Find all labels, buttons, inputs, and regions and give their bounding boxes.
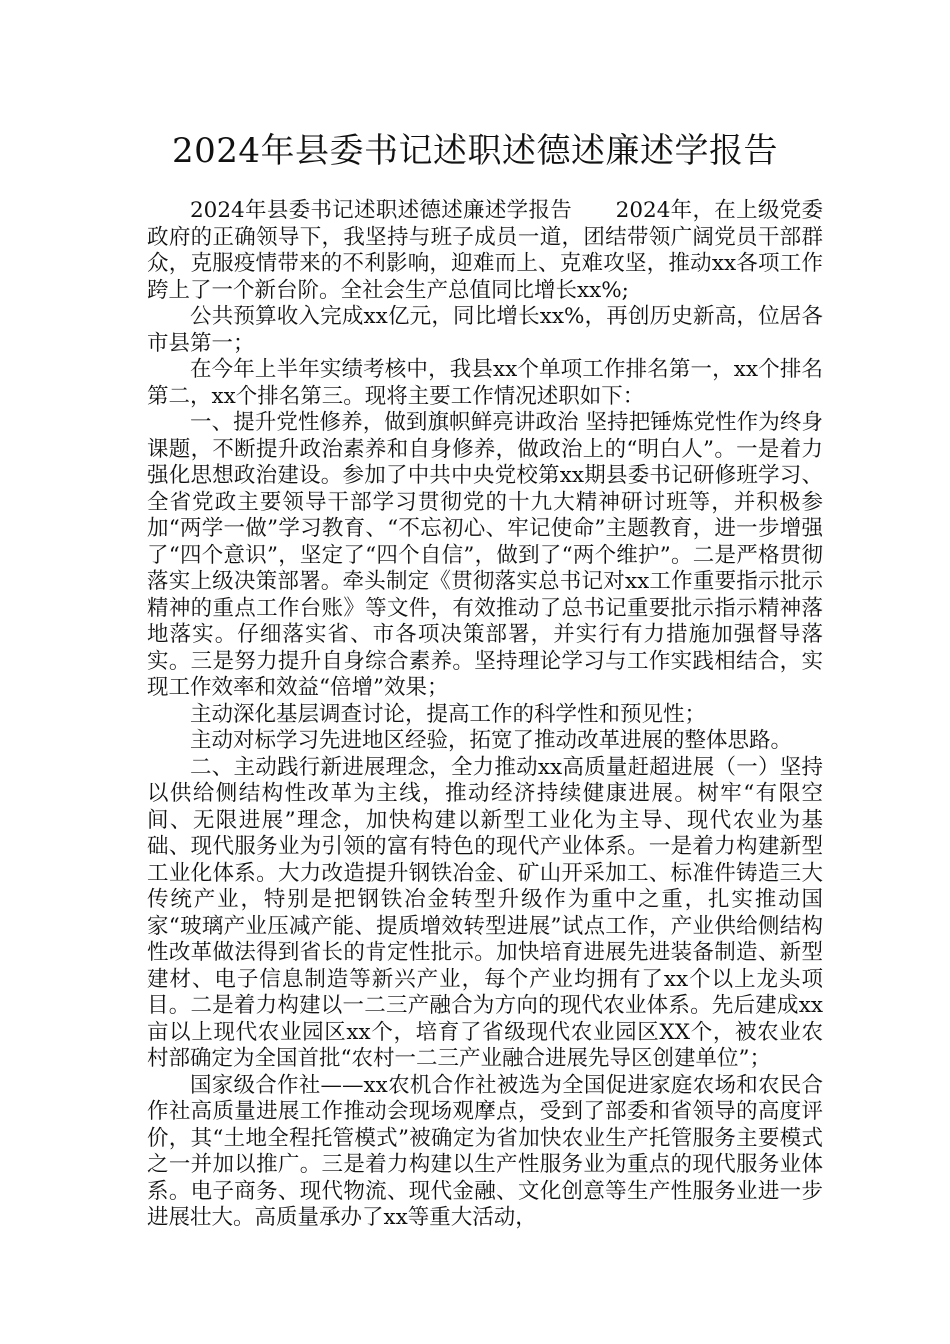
document-body	[147, 198, 823, 1232]
paragraph-benchmark: 主动对标学习先进地区经验，拓宽了推动改革进展的整体思路。	[190, 728, 793, 753]
paragraph-budget: 公共预算收入完成xx亿元，同比增长xx%，再创历史新高，位居各市县第一；	[147, 304, 823, 356]
paragraph-section-one: 一、提升党性修养，做到旗帜鲜亮讲政治 坚持把锤炼党性作为终身课题，不断提升政治素养和自身修养，做政治上的“明白人”。一是着力强化思想政治建设。参加了中共中央党校第xx期县委书记研修班学习、全省党政主要领导干部学习贯彻党的十九大精神研讨班等，并积极参加“两学一做”学习教育、“不忘初心、牢记使命”主题教育，进一步增强了“四个意识”，坚定了“四个自信”，做到了“两个维护”。二是严格贯彻落实上级决策部署。牵头制定《贯彻落实总书记对xx工作重要指示批示精神的重点工作台账》等文件，有效推动了总书记重要批示指示精神落地落实。仔细落实省、市各项决策部署，并实行有力措施加强督导落实。三是努力提升自身综合素养。坚持理论学习与工作实践相结合，实现工作效率和效益“倍增”效果；	[147, 410, 823, 700]
document-title: 2024年县委书记述职述德述廉述学报告	[171, 131, 779, 171]
paragraph-intro: 2024年县委书记述职述德述廉述学报告 2024年，在上级党委政府的正确领导下，我坚持与班子成员一道，团结带领广阔党员干部群众，克服疫情带来的不利影响，迎难而上、克难攻坚，推动xx各项工作跨上了一个新台阶。全社会生产总值同比增长xx%;	[147, 198, 823, 303]
paragraph-section-two: 二、主动践行新进展理念，全力推动xx高质量赶超进展（一）坚持以供给侧结构性改革为主线，推动经济持续健康进展。树牢“有限空间、无限进展”理念，加快构建以新型工业化为主导、现代农业为基础、现代服务业为引领的富有特色的现代产业体系。一是着力构建新型工业化体系。大力改造提升钢铁冶金、矿山开采加工、标准件铸造三大传统产业，特别是把钢铁冶金转型升级作为重中之重，扎实推动国家“玻璃产业压减产能、提质增效转型进展”试点工作，产业供给侧结构性改革做法得到省长的肯定性批示。加快培育进展先进装备制造、新型建材、电子信息制造等新兴产业，每个产业均拥有了xx个以上龙头项目。二是着力构建以一二三产融合为方向的现代农业体系。先后建成xx亩以上现代农业园区xx个，培育了省级现代农业园区XX个，被农业农村部确定为全国首批“农村一二三产业融合进展先导区创建单位”；	[147, 754, 823, 1071]
paragraph-assessment: 在今年上半年实绩考核中，我县xx个单项工作排名第一，xx个排名第二，xx个排名第三。现将主要工作情况述职如下：	[147, 357, 823, 409]
paragraph-cooperative: 国家级合作社——xx农机合作社被选为全国促进家庭农场和农民合作社高质量进展工作推动会现场观摩点，受到了部委和省领导的高度评价，其“土地全程托管模式”被确定为省加快农业生产托管服务主要模式之一并加以推广。三是着力构建以生产性服务业为重点的现代服务业体系。电子商务、现代物流、现代金融、文化创意等生产性服务业进一步进展壮大。高质量承办了xx等重大活动，	[147, 1072, 823, 1230]
paragraph-research: 主动深化基层调查讨论，提高工作的科学性和预见性；	[190, 701, 707, 727]
